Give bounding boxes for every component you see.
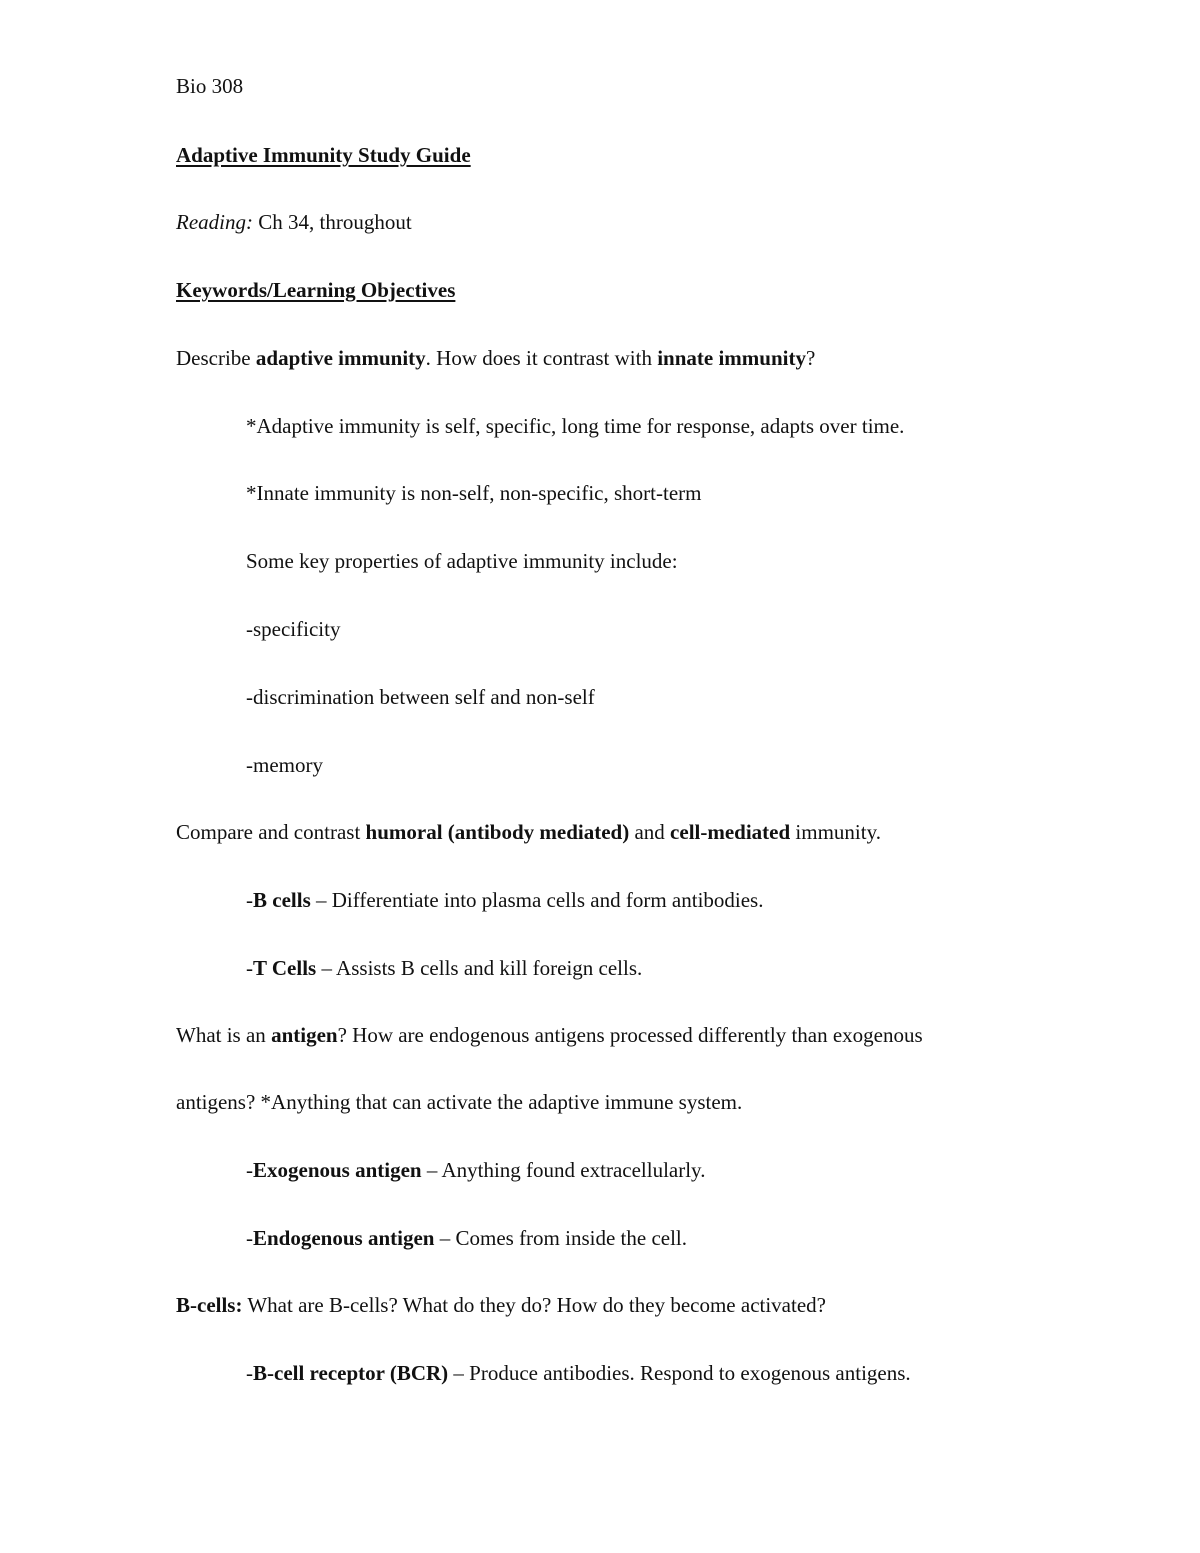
t-cells-text: – Assists B cells and kill foreign cells.: [316, 956, 643, 980]
section-heading-text: Keywords/Learning Objectives: [176, 278, 456, 302]
q3-post: ? How are endogenous antigens processed differently than exogenous: [337, 1023, 923, 1047]
section-heading: [176, 275, 455, 305]
t-cells-dash: -: [246, 956, 253, 980]
answer-adaptive: *Adaptive immunity is self, specific, long time for response, adapts over time.: [246, 414, 905, 438]
exogenous-item: [246, 1155, 705, 1185]
exogenous-text: – Anything found extracellularly.: [421, 1158, 706, 1182]
bcr-term: B-cell receptor (BCR): [253, 1361, 449, 1385]
t-cells-term: T Cells: [253, 956, 317, 980]
q1-term-innate: innate immunity: [657, 346, 806, 370]
q3-pre: What is an: [176, 1023, 272, 1047]
bcr-dash: -: [246, 1361, 253, 1385]
endogenous-text: – Comes from inside the cell.: [434, 1226, 688, 1250]
b-cells-text: – Differentiate into plasma cells and form antibodies.: [310, 888, 764, 912]
q1-post: ?: [805, 346, 816, 370]
endogenous-item: [246, 1223, 687, 1253]
reading-line: [176, 207, 412, 237]
q2-post: immunity.: [790, 820, 881, 844]
reading-label: Reading:: [176, 210, 253, 234]
endogenous-dash: -: [246, 1226, 253, 1250]
bcr-text: – Produce antibodies. Respond to exogenous antigens.: [448, 1361, 911, 1385]
q1-mid: . How does it contrast with: [425, 346, 658, 370]
properties-intro: Some key properties of adaptive immunity include:: [246, 549, 678, 573]
question-adaptive-vs-innate: [176, 343, 815, 373]
b-cells-dash: -: [246, 888, 253, 912]
b-cells-item: [246, 885, 763, 915]
question-antigen-continued: antigens? *Anything that can activate the adaptive immune system.: [176, 1090, 743, 1114]
answer-innate: *Innate immunity is non-self, non-specific, short-term: [246, 481, 702, 505]
property-item: -specificity: [246, 617, 341, 641]
property-item: -memory: [246, 753, 323, 777]
t-cells-item: [246, 953, 642, 983]
bcr-item: [246, 1358, 911, 1388]
q2-pre: Compare and contrast: [176, 820, 366, 844]
q2-term-humoral: humoral (antibody mediated): [365, 820, 630, 844]
endogenous-term: Endogenous antigen: [253, 1226, 435, 1250]
exogenous-dash: -: [246, 1158, 253, 1182]
q1-term-adaptive: adaptive immunity: [255, 346, 426, 370]
q1-pre: Describe: [176, 346, 256, 370]
b-cells-term: B cells: [253, 888, 311, 912]
q4-text: What are B-cells? What do they do? How do they become activated?: [242, 1293, 826, 1317]
question-antigen: [176, 1020, 923, 1050]
property-item: -discrimination between self and non-self: [246, 685, 595, 709]
document-title: [176, 140, 471, 170]
course-code: Bio 308: [176, 74, 244, 98]
question-b-cells: [176, 1290, 826, 1320]
q3-term-antigen: antigen: [271, 1023, 338, 1047]
q4-term-b-cells: B-cells:: [176, 1293, 243, 1317]
q2-term-cell-mediated: cell-mediated: [670, 820, 791, 844]
exogenous-term: Exogenous antigen: [253, 1158, 422, 1182]
title-text: Adaptive Immunity Study Guide: [176, 143, 471, 167]
question-humoral-vs-cell: [176, 817, 881, 847]
reading-text: Ch 34, throughout: [252, 210, 412, 234]
q2-mid: and: [629, 820, 671, 844]
